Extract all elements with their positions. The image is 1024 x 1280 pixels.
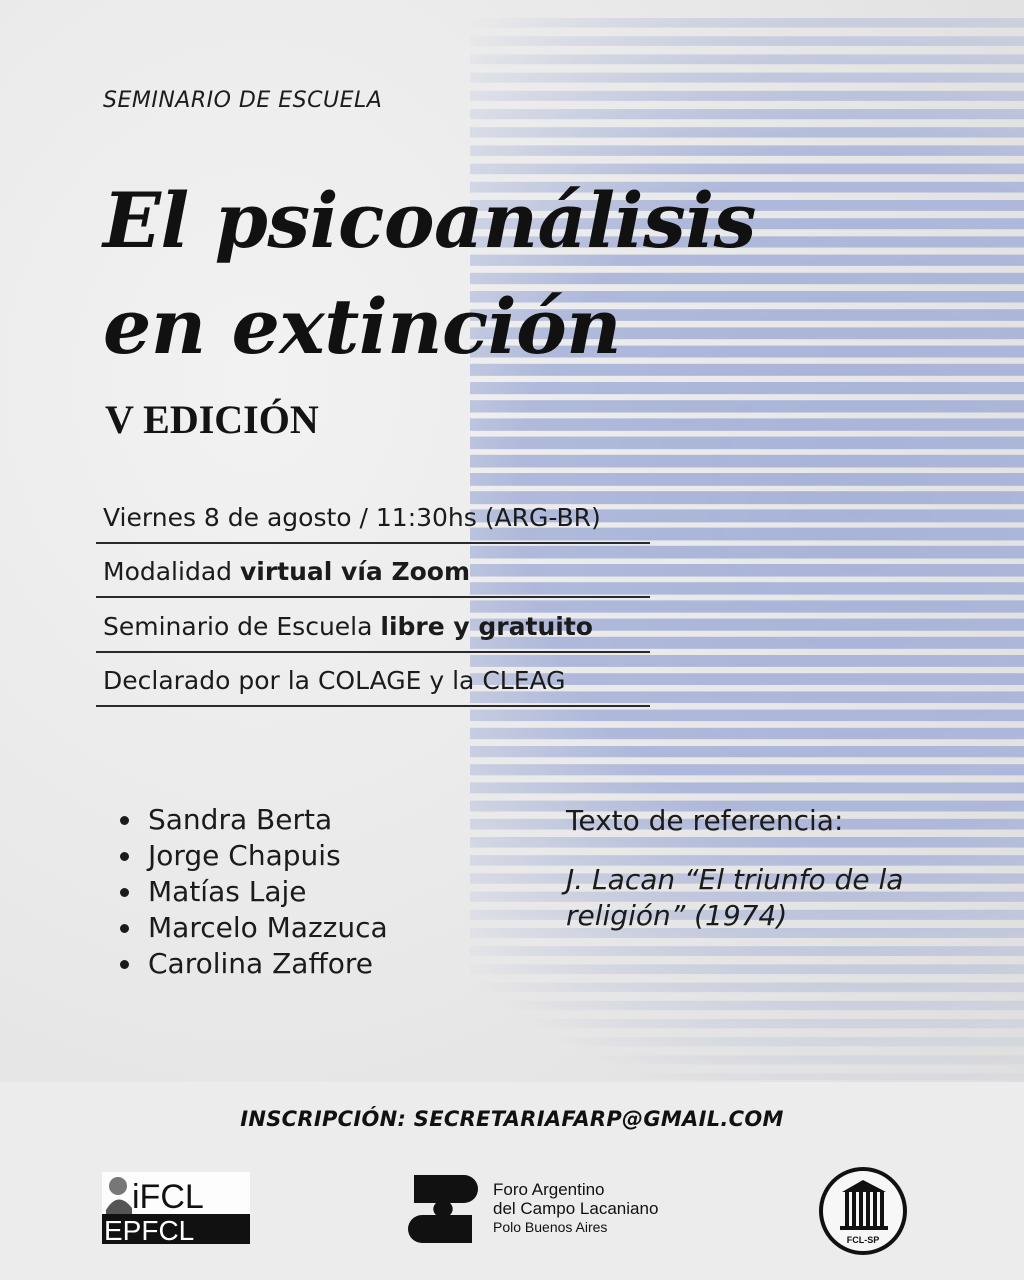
stripe [470,728,1024,739]
info-row-declared [96,654,650,707]
stripe [470,73,1024,83]
epfcl-logo-text: EPFCL [104,1215,195,1244]
fcl-sp-logo [818,1166,908,1256]
foro-line-3: Polo Buenos Aires [493,1219,608,1235]
info-text: Declarado por la COLAGE y la CLEAG [103,666,566,695]
stripe [470,473,1024,486]
list-item: Carolina Zaffore [118,946,388,982]
svg-text:iFCL: iFCL [132,1178,204,1216]
speakers-list [118,802,388,982]
stripe [470,1019,1024,1028]
list-item: Sandra Berta [118,802,388,838]
foro-argentino-wordmark [493,1180,658,1237]
stripe [470,837,1024,848]
epfcl-logo [102,1172,250,1244]
edition-label: V EDICIÓN [105,397,319,442]
stripe [470,109,1024,119]
stripe [470,127,1024,137]
stripe [470,382,1024,394]
stripe [470,36,1024,46]
stripe [470,54,1024,64]
reference-label: Texto de referencia: [566,804,844,837]
fcl-sp-logo-text: FCL-SP [846,1235,880,1245]
list-item: Marcelo Mazzuca [118,910,388,946]
main-title [103,168,756,380]
stripe [470,400,1024,412]
stripe [470,91,1024,101]
seminar-kicker: SEMINARIO DE ESCUELA [103,88,383,113]
stripe [470,1037,1024,1046]
stripe [470,455,1024,468]
stripe [470,1055,1024,1064]
foro-line-2: del Campo Lacaniano [493,1199,659,1218]
info-text: Viernes 8 de agosto / 11:30hs (ARG-BR) [103,503,601,532]
stripe [470,418,1024,430]
stripe [470,764,1024,775]
list-item: Jorge Chapuis [118,838,388,874]
stripe [470,145,1024,155]
stripe [470,1074,1024,1080]
info-row-cost [96,600,650,653]
stripe [470,964,1024,974]
stripe [470,983,1024,993]
reference-text: J. Lacan “El triunfo de la religión” (1974) [566,863,904,932]
stripe [470,1001,1024,1010]
stripe [470,782,1024,793]
info-row-date [96,491,650,544]
title-line-2: en extinción [103,282,622,371]
inscription-email[interactable]: INSCRIPCIÓN: SECRETARIAFARP@GMAIL.COM [240,1107,784,1131]
stripe [470,946,1024,956]
info-row-modality [96,545,650,598]
info-text: Seminario de Escuela libre y gratuito [103,612,593,641]
foro-argentino-logo-mark [406,1173,480,1245]
stripe [470,18,1024,28]
stripe [470,437,1024,450]
stripe [470,746,1024,757]
list-item: Matías Laje [118,874,388,910]
info-text: Modalidad virtual vía Zoom [103,557,471,586]
title-line-1: El psicoanálisis [103,176,756,265]
stripe [470,710,1024,722]
foro-line-1: Foro Argentino [493,1180,605,1199]
